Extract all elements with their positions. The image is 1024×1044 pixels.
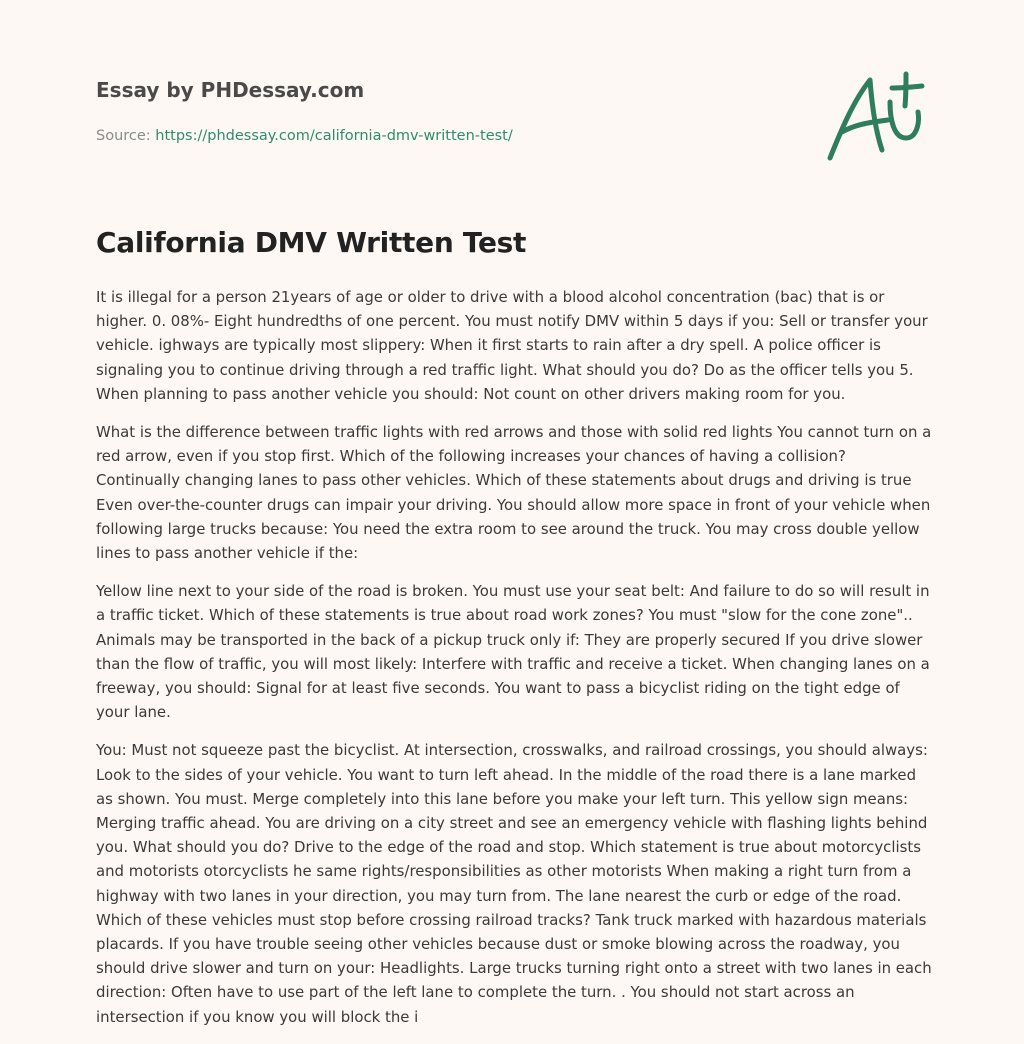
page-header (96, 76, 796, 146)
source-label: Source: (96, 128, 156, 144)
essay-paragraph: Yellow line next to your side of the road is broken. You must use your seat belt: And failure to do so will result in a traffic ticket. Which of these statements is true about road work zones? You must "slow for the cone zone".. Animals may be transported in the back of a pickup truck only if: They are properly secured If you drive slower than the flow of traffic, you will most likely: Interfere with traffic and receive a ticket. When changing lanes on a freeway, you should: Signal for at least five seconds. You want to pass a bicyclist riding on the tight edge of your lane. (96, 582, 930, 722)
source-line (96, 126, 796, 146)
essay-body (96, 285, 932, 1043)
essay-paragraph: It is illegal for a person 21years of age or older to drive with a blood alcohol concentration (bac) that is or higher. 0. 08%- Eight hundredths of one percent. You must notify DMV within 5 days if you: Sell or transfer your vehicle. ighways are typically most slippery: When it first starts to rain after a dry spell. A police officer is signaling you to continue driving through a red traffic light. What should you do? Do as the officer tells you 5. When planning to pass another vehicle you should: Not count on other drivers making room for you. (96, 288, 928, 403)
essay-paragraph: You: Must not squeeze past the bicyclist. At intersection, crosswalks, and railroad crossings, you should always: Look to the sides of your vehicle. You want to turn left ahead. In the middle of the road there is a lane marked as shown. You must. Merge completely into this lane before you make your left turn. This yellow sign means: Merging traffic ahead. You are driving on a city street and see an emergency vehicle with flashing lights behind you. What should you do? Drive to the edge of the road and stop. Which statement is true about motorcyclists and motorists otorcyclists he same rights/responsibilities as other motorists When making a right turn from a highway with two lanes in your direction, you may turn from. The lane nearest the curb or edge of the road. Which of these vehicles must stop before crossing railroad tracks? Tank truck marked with hazardous materials placards. If you have trouble seeing other vehicles because dust or smoke blowing across the roadway, you should drive slower and turn on your: Headlights. Large trucks turning right onto a street with two lanes in each direction: Often have to use part of the left lane to complete the turn. . You should not start across an intersection if you know you will block the i (96, 741, 932, 1026)
source-link[interactable]: https://phdessay.com/california-dmv-written-test/ (155, 128, 513, 144)
a-plus-logo-icon (820, 66, 930, 166)
site-title: Essay by PHDessay.com (96, 78, 365, 102)
essay-paragraph: What is the difference between traffic lights with red arrows and those with solid red lights You cannot turn on a red arrow, even if you stop first. Which of the following increases your chances of having a collision? Continually changing lanes to pass other vehicles. Which of these statements about drugs and driving is true Even over-the-counter drugs can impair your driving. You should allow more space in front of your vehicle when following large trucks because: You need the extra room to see around the truck. You may cross double yellow lines to pass another vehicle if the: (96, 423, 932, 563)
essay-title: California DMV Written Test (96, 226, 527, 259)
